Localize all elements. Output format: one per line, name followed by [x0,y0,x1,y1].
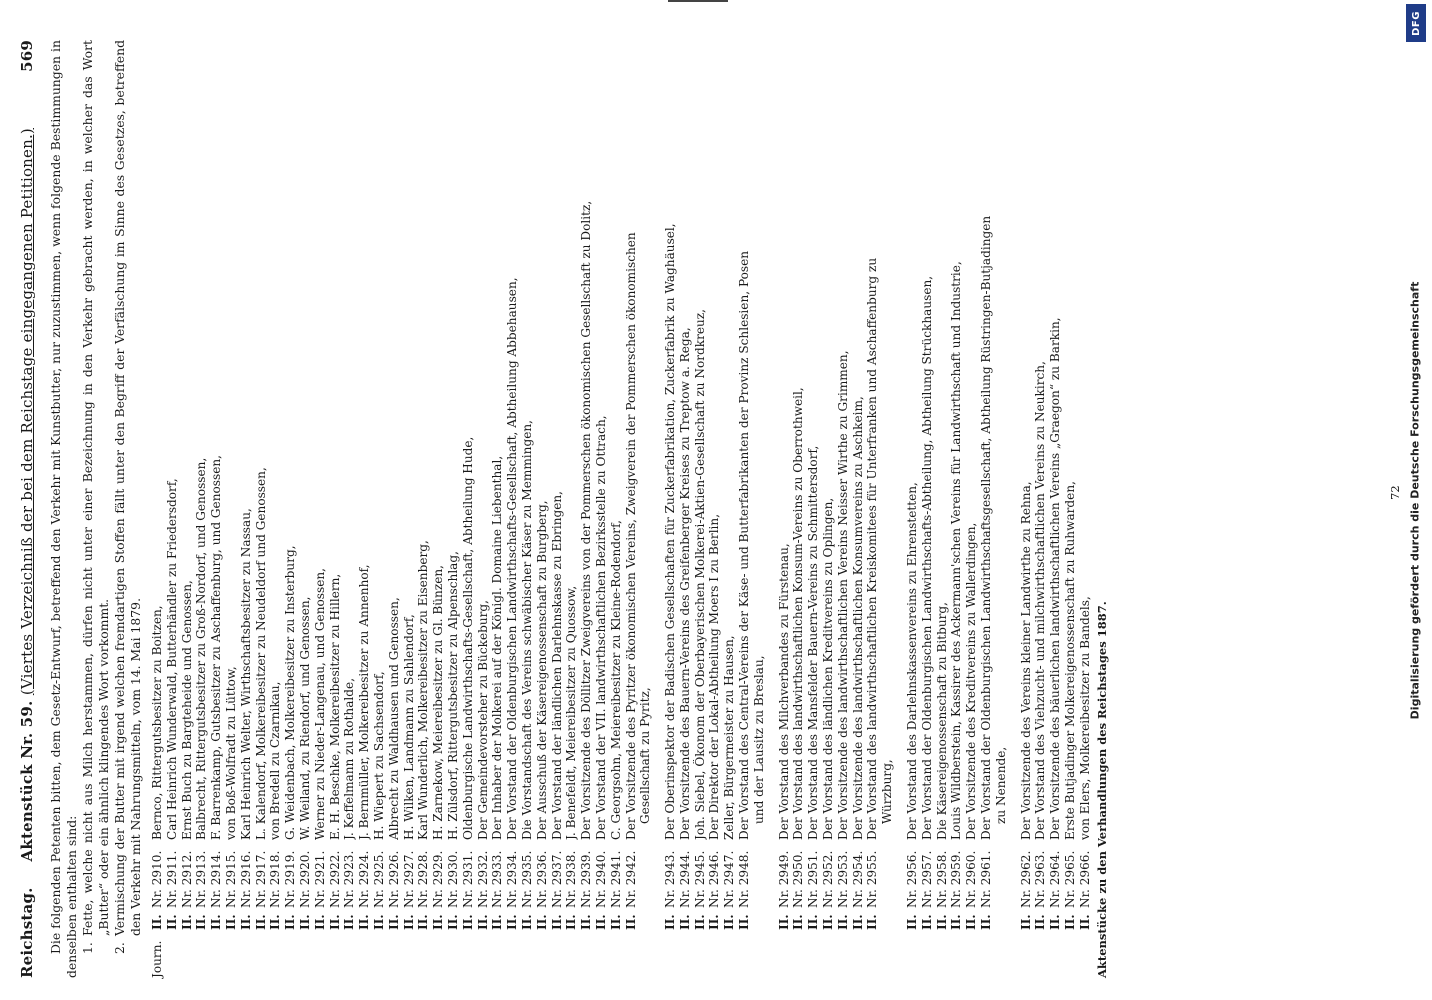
petition-row [806,40,821,978]
petition-list [150,40,1093,978]
petitioner-text: Der Oberinspektor der Badischen Gesellschaften für Zuckerfabrikation, Zuckerfabrik zu Waghäusel, [663,223,678,840]
condition-text: Vermischung der Butter mit irgend welchen fremdartigen Stoffen fällt unter den Begriff der Verfälschung im Sinne des Gesetzes, betreffend den Verkehr mit Nahrungsmitteln, vom 14. Mai 1879. [112,40,143,936]
section-numeral: II. [677,914,692,930]
section-numeral: II. [386,914,401,930]
petition-number: Nr. 2963. [1033,850,1048,908]
petition-number: Nr. 2926. [386,850,401,908]
petition-number: Nr. 2911. [164,850,179,908]
signature-mark: 72 [1388,485,1402,500]
petition-number: Nr. 2916. [238,850,253,908]
petition-row [609,40,624,978]
petition-row [283,40,298,978]
petitioner-text: L. Kalendorf, Molkereibesitzer zu Neudeldorf und Genossen, [253,467,268,840]
petition-row [905,40,920,978]
section-numeral: II. [371,914,386,930]
section-numeral: II. [445,914,460,930]
petition-row [165,40,180,978]
section-numeral: II. [905,914,920,930]
petition-number: Nr. 2951. [806,850,821,908]
petition-number: Nr. 2918. [268,850,283,908]
petition-row [490,40,505,978]
petition-number: Nr. 2942. [623,850,638,908]
petition-row [505,40,520,978]
petitioner-text: Zeller, Bürgermeister zu Hausen, [722,635,737,840]
petitioner-text: zu Nenende, [993,746,1008,824]
section-numeral: II. [776,914,791,930]
petitioner-text: Der Vorstand des Viehzucht- und milchwirthschaftlichen Vereins zu Neukirch, [1033,361,1048,840]
section-numeral: II. [253,914,268,930]
petition-number: Nr. 2927. [401,850,416,908]
petitioner-text: Der Vorsitzende des Döllitzer Zweigvereins von der Pommerschen ökonomischen Gesellschaft zu Dolitz, [579,200,594,840]
intro-paragraph: Die folgenden Petenten bitten, dem Gesetz-Entwurf, betreffend den Verkehr mit Kunstbutter, nur zuzustimmen, wenn folgende Bestimmungen in denselben enthalten sind: [48,40,79,978]
petition-row [821,40,836,978]
petition-number: Nr. 2935. [519,850,534,908]
section-numeral: II. [460,914,475,930]
petitioner-text: Der Vorstand des Mansfelder Bauern-Vereins zu Schmittersdorf, [806,445,821,840]
petitioner-text: Erste Butjadinger Molkereigenossenschaft zu Ruhwarden, [1063,481,1078,840]
petition-number: Nr. 2943. [663,850,678,908]
section-numeral: II. [707,914,722,930]
petition-number: Nr. 2936. [534,850,549,908]
petition-number: Nr. 2938. [564,850,579,908]
petition-row [935,40,950,978]
section-numeral: II. [934,914,949,930]
petition-row [851,40,866,978]
section-numeral: II. [850,914,865,930]
petitioner-text: Gesellschaft zu Pyritz, [638,687,653,824]
petition-row [994,40,1009,978]
petition-row [520,40,535,978]
petition-number: Nr. 2939. [579,850,594,908]
petitioner-text: Der Direktor der Lokal-Abtheilung Moers I zu Berlin, [707,513,722,840]
section-numeral: II. [964,914,979,930]
section-numeral: II. [692,914,707,930]
petition-number: Nr. 2932. [475,850,490,908]
section-numeral: II. [283,914,298,930]
petitioner-text: Albrecht zu Waldhausen und Genossen, [386,597,401,840]
petition-number: Nr. 2944. [677,850,692,908]
petition-row [1019,40,1034,978]
petition-number: Nr. 2948. [737,850,752,908]
petition-number: Nr. 2952. [821,850,836,908]
section-numeral: II. [1063,914,1078,930]
petition-row [461,40,476,978]
condition-number: 2. [112,942,127,954]
petition-row [777,40,792,978]
section-numeral: II. [791,914,806,930]
petitioner-text: Ernst Buch zu Bargteheide und Genossen, [179,580,194,840]
petition-row [707,40,722,978]
section-numeral: II. [342,914,357,930]
petitioner-text: Der Vorstand der ländlichen Darlehnskasse zu Ebringen, [549,490,564,840]
petition-number: Nr. 2933. [490,850,505,908]
petition-row [1048,40,1063,978]
petition-number: Nr. 2958. [934,850,949,908]
petitioner-text: H. Wiepert zu Sachsendorf, [371,671,386,840]
petitioner-text: Der Vorstand des Darlehnskassenvereins zu Ehrenstetten, [905,482,920,840]
petition-row [865,40,880,978]
petitioner-text: G. Weidenbach, Molkereibesitzer zu Insterburg, [283,545,298,840]
page-header [18,40,36,978]
petition-row [342,40,357,978]
petitioner-text: H. Zülsdorf, Rittergutsbesitzer zu Alpenschlag, [445,551,460,840]
petition-number: Nr. 2919. [283,850,298,908]
petitioner-text: W. Weiland, zu Riendorf, und Genossen, [297,596,312,840]
petitioner-text: J. Bernmüller, Molkereibesitzer zu Annenhof, [357,564,372,840]
petitioner-text: Der Vorstand des Central-Vereins der Käse- und Butterfabrikanten der Provinz Schlesien, Posen [737,250,752,840]
petition-row [224,40,239,978]
dfg-logo-text: DFG [1410,10,1422,36]
petition-row [979,40,994,978]
section-numeral: II. [579,914,594,930]
section-numeral: II. [608,914,623,930]
petition-row [564,40,579,978]
petitioner-text: Der Vorsitzende des Bauern-Vereins des Greifenberger Kreises zu Treptow a. Rega, [677,327,692,840]
section-numeral: II. [865,914,880,930]
petitioner-text: von Elers, Molkereibesitzer zu Bandels, [1077,596,1092,840]
petition-number: Nr. 2964. [1048,850,1063,908]
petition-row [254,40,269,978]
petitioner-text: Der Ausschuß der Käsereigenossenschaft zu Burgberg, [534,500,549,840]
petitioner-text: J. Keffelmann zu Rothalde, [342,677,357,840]
section-numeral: II. [505,914,520,930]
petitioner-text: Der Vorstand des Milchverbandes zu Fürstenau, [776,543,791,840]
section-numeral: II. [806,914,821,930]
petitioner-text: Der Vorsitzende des bäuerlichen landwirthschaftlichen Vereins „Graegon“ zu Barkin, [1048,317,1063,840]
petition-row [737,40,752,978]
petitioner-text: Karl Heinrich Welter, Wirthschaftsbesitzer zu Nassau, [238,508,253,840]
petitioner-text: von Boß-Wolfradt zu Lüttow, [223,666,238,840]
petition-row [638,40,653,978]
petition-row [357,40,372,978]
petition-number: Nr. 2925. [371,850,386,908]
petition-row [880,40,895,978]
petitioner-text: Der Vorsitzende des landwirthschaftlichen Vereins Neisser Wirthe zu Grimmen, [835,350,850,840]
section-numeral: II. [223,914,238,930]
petitioner-text: Der Vorsitzende des landwirthschaftlichen Konsumvereins zu Aschkeim, [850,396,865,840]
petition-row [722,40,737,978]
petitioner-text: Der Vorstand des ländlichen Kreditvereins zu Oplingen, [821,497,836,840]
petition-row [594,40,609,978]
petition-number: Nr. 2915. [223,850,238,908]
petition-row [387,40,402,978]
header-prefix: Aktenstück Nr. 59. [18,700,36,862]
header-main-title: (Viertes Verzeichniß der bei dem Reichstage eingegangenen Petitionen.) [18,128,36,696]
petition-row [949,40,964,978]
section-numeral: II. [564,914,579,930]
section-numeral: II. [416,914,431,930]
petition-row [693,40,708,978]
section-numeral: II. [737,914,752,930]
condition-number: 1. [80,942,95,954]
petition-number: Nr. 2955. [865,850,880,908]
condition-item [112,40,144,954]
petition-number: Nr. 2959. [949,850,964,908]
petition-number: Nr. 2928. [416,850,431,908]
petitioner-text: Der Vorsitzende des Vereins kleiner Landwirthe zu Rehna, [1018,481,1033,840]
petitioner-text: Louis Wildberstein, Kassirer des Ackermann'schen Vereins für Landwirthschaft und Industrie, [949,261,964,840]
petition-row [402,40,417,978]
petition-row [298,40,313,978]
petition-number: Nr. 2950. [791,850,806,908]
petition-row [328,40,343,978]
section-numeral: II. [593,914,608,930]
petition-number: Nr. 2937. [549,850,564,908]
petition-number: Nr. 2960. [964,850,979,908]
section-numeral: II. [238,914,253,930]
petitioner-text: Der Vorstand des landwirthschaftlichen Kreiskomitees für Unterfranken und Aschaffenburg zu [865,257,880,840]
petitioner-text: Karl Wunderlich, Molkereibesitzer zu Eisenberg, [416,540,431,840]
petitioner-text: C. Georgsohn, Meiereibesitzer zu Kleine-Rodendorf, [608,520,623,840]
section-numeral: II. [150,914,164,930]
petition-number: Nr. 2957. [919,850,934,908]
petition-row [239,40,254,978]
petitioner-text: Die Vorstandschaft des Vereins schwäbischer Käser zu Memmingen, [519,420,534,840]
section-numeral: II. [1077,914,1092,930]
page-footer: Aktenstücke zu den Verhandlungen des Reichstages 1887. [1094,601,1109,978]
section-numeral: II. [1033,914,1048,930]
petition-number: Nr. 2913. [194,850,209,908]
section-numeral: II. [519,914,534,930]
petition-number: Nr. 2962. [1018,850,1033,908]
section-numeral: II. [919,914,934,930]
petition-row [1033,40,1048,978]
petitioner-text: E. H. Beschke, Molkereibesitzer zu Hillern, [327,573,342,840]
page-number: 569 [18,40,36,72]
petition-row [579,40,594,978]
section-numeral: II. [835,914,850,930]
section-numeral: II. [949,914,964,930]
petition-number: Nr. 2953. [835,850,850,908]
petitioner-text: Werner zu Nieder-Langenau, und Genossen, [312,568,327,840]
petitioner-text: von Bredell zu Czarnikau, [268,681,283,840]
petition-number: Nr. 2940. [593,850,608,908]
petition-number: Nr. 2946. [707,850,722,908]
petition-number: Nr. 2941. [608,850,623,908]
section-numeral: II. [194,914,209,930]
petitioner-text: Der Vorstand der VII. landwirthschaftlichen Bezirksstelle zu Ottrach, [593,415,608,840]
conditions-list [80,40,144,978]
section-numeral: II. [327,914,342,930]
section-numeral: II. [549,914,564,930]
petitioner-text: Der Vorstand der Oldenburgischen Landwirthschaftsgesellschaft, Abtheilung Rüstringen-Butjadingen [979,215,994,840]
section-numeral: II. [979,914,994,930]
section-numeral: II. [490,914,505,930]
petitioner-text: Würzburg, [880,759,895,824]
petitioner-text: Bernco, Rittergutsbesitzer zu Boitzen, [150,605,164,840]
section-numeral: II. [623,914,638,930]
running-title: Reichstag. [18,887,36,978]
petitioner-text: Carl Heinrich Wunderwald, Butterhändler zu Friedersdorf, [164,478,179,840]
petitioner-text: H. Wilken, Landmann zu Sahlendorf, [401,614,416,840]
section-numeral: II. [1018,914,1033,930]
petition-number: Nr. 2930. [445,850,460,908]
petitioner-text: Der Vorsitzende des Kreditvereins zu Wallerdingen, [964,522,979,840]
petitioner-text: Der Vorstand der Oldenburgischen Landwirthschafts-Gesellschaft, Abtheilung Abbehausen, [505,277,520,840]
petitioner-text: Balbrecht, Rittergutsbesitzer zu Groß-Nordorf, und Genossen, [194,457,209,840]
section-numeral: II. [179,914,194,930]
petition-row [431,40,446,978]
condition-item [80,40,112,954]
petitioner-text: J. Benefeldt, Meiereibesitzer zu Quossow, [564,585,579,840]
petitioner-text: Der Vorsitzende des Pyritzer ökonomischen Vereins, Zweigverein der Pommerschen ökonomischen [623,232,638,840]
petition-number: Nr. 2961. [979,850,994,908]
petition-number: Nr. 2924. [357,850,372,908]
petition-number: Nr. 2965. [1063,850,1078,908]
digitization-note [1400,0,1430,1000]
petition-number: Nr. 2949. [776,850,791,908]
section-numeral: II. [821,914,836,930]
section-numeral: II. [1048,914,1063,930]
petitioner-text: Der Gemeindevorsteher zu Bückeburg, [475,599,490,840]
petition-row [678,40,693,978]
header-title [18,82,36,862]
petition-row [920,40,935,978]
petition-number: Nr. 2910. [150,850,164,908]
petition-row [313,40,328,978]
petitioner-text: Der Vorstand der Oldenburgischen Landwirthschafts-Abtheilung, Abtheilung Strückhausen, [919,275,934,840]
petition-row [268,40,283,978]
petition-number: Nr. 2914. [209,850,224,908]
petition-number: Nr. 2934. [505,850,520,908]
section-numeral: II. [534,914,549,930]
digitization-text: Digitalisierung gefördert durch die Deutsche Forschungsgemeinschaft [1408,281,1422,719]
petition-number: Nr. 2929. [431,850,446,908]
petitioner-text: Der Inhaber der Molkerei auf der Königl. Domaine Liebenthal, [490,455,505,840]
petition-number: Nr. 2966. [1077,850,1092,908]
section-numeral: II. [357,914,372,930]
petition-number: Nr. 2920. [297,850,312,908]
section-numeral: II. [209,914,224,930]
petition-row [791,40,806,978]
petition-number: Nr. 2931. [460,850,475,908]
petition-row [1063,40,1078,978]
section-numeral: II. [722,914,737,930]
petition-number: Nr. 2956. [905,850,920,908]
petitioner-text: und der Lausitz zu Breslau, [751,655,766,824]
petition-row [476,40,491,978]
petitioner-text: Die Käsereigenossenschaft zu Bitburg, [934,602,949,840]
petition-number: Nr. 2954. [850,850,865,908]
petitioner-text: F. Barrenkamp, Gutsbesitzer zu Aschaffenburg, und Genossen, [209,455,224,840]
petition-row [416,40,431,978]
section-numeral: II. [663,914,678,930]
section-numeral: II. [312,914,327,930]
petition-number: Nr. 2921. [312,850,327,908]
petition-row [550,40,565,978]
petition-row [446,40,461,978]
petition-row [535,40,550,978]
petition-row [150,40,165,978]
petition-number: Nr. 2917. [253,850,268,908]
petition-row [752,40,767,978]
petition-row [372,40,387,978]
condition-text: Fette, welche nicht aus Milch herstammen, dürfen nicht unter einer Bezeichnung in den Verkehr gebracht werden, in welcher das Wort „Butter“ oder ein ähnlich klingendes Wort vorkommt. [80,40,111,936]
petition-number: Nr. 2912. [179,850,194,908]
petition-row [663,40,678,978]
petitioner-text: Der Vorstand des landwirthschaftlichen Konsum-Vereins zu Oberrothweil, [791,387,806,840]
petition-row [194,40,209,978]
dfg-logo [1406,4,1426,42]
section-numeral: II. [268,914,283,930]
section-numeral: II. [431,914,446,930]
petitioner-text: Joh. Siebel, Ökonom der Oberbayerischen Molkerei-Aktien-Gesellschaft zu Nordkreuz, [692,308,707,840]
section-numeral: II. [475,914,490,930]
petition-row [836,40,851,978]
petition-row [964,40,979,978]
petition-row [624,40,639,978]
journal-mark: Journ. [150,940,164,978]
petition-row [209,40,224,978]
petition-number: Nr. 2947. [722,850,737,908]
section-numeral: II. [164,914,179,930]
petitioner-text: H. Zarnekow, Meiereibesitzer zu Gl. Bünzen, [431,565,446,840]
petition-number: Nr. 2923. [342,850,357,908]
petition-number: Nr. 2922. [327,850,342,908]
petition-row [1078,40,1093,978]
section-numeral: II. [401,914,416,930]
section-numeral: II. [297,914,312,930]
petitioner-text: Oldenburgische Landwirthschafts-Gesellschaft, Abtheilung Hude, [460,436,475,840]
petition-number: Nr. 2945. [692,850,707,908]
petition-row [180,40,195,978]
